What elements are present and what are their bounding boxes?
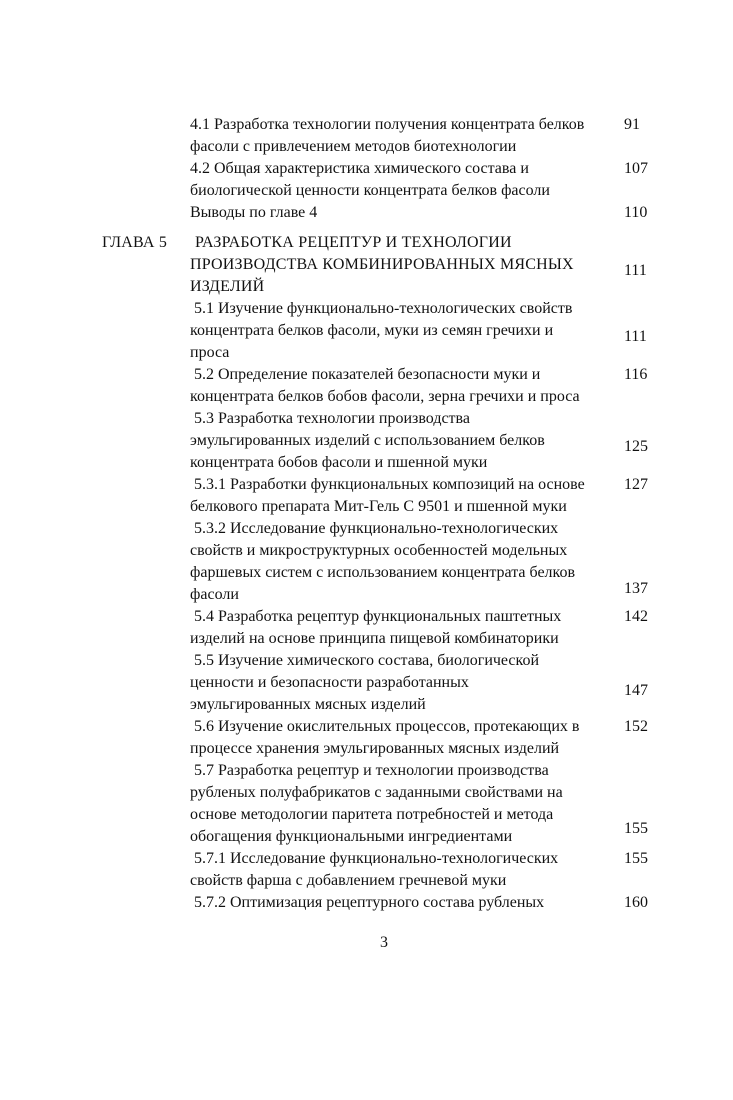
toc-entry-5-5-page: 147 [624, 682, 648, 699]
toc-entry-5-2-page: 116 [624, 366, 648, 383]
page-number: 3 [380, 934, 388, 951]
toc-entry-4-2-line-2: биологической ценности концентрата белков фасоли [190, 182, 550, 199]
toc-entry-conclusions-4-page: 110 [624, 204, 648, 221]
toc-entry-5-6-line-1: 5.6 Изучение окислительных процессов, протекающих в [194, 718, 580, 735]
toc-entry-5-2-line-1: 5.2 Определение показателей безопасности муки и [194, 366, 541, 383]
toc-entry-5-7-line-4: обогащения функциональными ингредиентами [190, 828, 513, 845]
toc-entry-5-5-line-2: ценности и безопасности разработанных [190, 674, 469, 691]
toc-entry-5-3-line-2: эмульгированных изделий с использованием белков [190, 432, 545, 449]
chapter-5-page: 111 [624, 262, 647, 279]
toc-entry-5-7-1-page: 155 [624, 850, 648, 867]
toc-entry-5-7-line-3: основе методологии паритета потребностей и метода [190, 806, 554, 823]
toc-entry-5-3-1-line-2: белкового препарата Мит-Гель С 9501 и пшенной муки [190, 498, 567, 515]
toc-entry-5-1-page: 111 [624, 328, 647, 345]
toc-entry-5-5-line-1: 5.5 Изучение химического состава, биологической [194, 652, 540, 669]
chapter-5-title-line-3: ИЗДЕЛИЙ [190, 278, 265, 295]
toc-entry-5-7-1-line-1: 5.7.1 Исследование функционально-технологических [194, 850, 559, 867]
toc-entry-5-2-line-2: концентрата белков бобов фасоли, зерна гречихи и проса [190, 388, 580, 405]
toc-entry-4-2-line-1: 4.2 Общая характеристика химического состава и [190, 160, 529, 177]
toc-entry-conclusions-4: Выводы по главе 4 [190, 204, 318, 221]
toc-entry-5-7-2-page: 160 [624, 894, 648, 911]
toc-entry-5-1-line-1: 5.1 Изучение функционально-технологических свойств [194, 300, 573, 317]
toc-entry-5-3-2-line-2: свойств и микроструктурных особенностей модельных [190, 542, 568, 559]
toc-entry-5-7-line-1: 5.7 Разработка рецептур и технологии производства [194, 762, 549, 779]
chapter-5-label: ГЛАВА 5 [102, 234, 168, 251]
toc-entry-4-1-line-2: фасоли с привлечением методов биотехнологии [190, 138, 517, 155]
toc-entry-5-1-line-3: проса [190, 344, 230, 361]
toc-entry-5-1-line-2: концентрата белков фасоли, муки из семян гречихи и [190, 322, 554, 339]
toc-entry-5-7-1-line-2: свойств фарша с добавлением гречневой муки [190, 872, 507, 889]
toc-entry-5-4-page: 142 [624, 608, 648, 625]
chapter-5-title-line-2: ПРОИЗВОДСТВА КОМБИНИРОВАННЫХ МЯСНЫХ [190, 256, 574, 273]
toc-entry-5-4-line-2: изделий на основе принципа пищевой комбинаторики [190, 630, 559, 647]
toc-entry-5-3-page: 125 [624, 438, 648, 455]
toc-entry-5-6-page: 152 [624, 718, 648, 735]
toc-entry-5-7-page: 155 [624, 820, 648, 837]
chapter-5-title-line-1: РАЗРАБОТКА РЕЦЕПТУР И ТЕХНОЛОГИИ [195, 234, 512, 251]
toc-entry-5-3-2-page: 137 [624, 580, 648, 597]
toc-entry-5-3-2-line-3: фаршевых систем с использованием концентрата белков [190, 564, 576, 581]
toc-entry-4-2-page: 107 [624, 160, 648, 177]
toc-entry-5-3-2-line-1: 5.3.2 Исследование функционально-технологических [194, 520, 559, 537]
toc-entry-5-7-2-line-1: 5.7.2 Оптимизация рецептурного состава рубленых [194, 894, 545, 911]
toc-entry-5-3-2-line-4: фасоли [190, 586, 239, 603]
toc-entry-5-5-line-3: эмульгированных мясных изделий [190, 696, 426, 713]
toc-entry-5-6-line-2: процессе хранения эмульгированных мясных изделий [190, 740, 560, 757]
toc-entry-5-3-1-page: 127 [624, 476, 648, 493]
toc-entry-4-1-page: 91 [624, 116, 640, 133]
toc-entry-5-3-1-line-1: 5.3.1 Разработки функциональных композиций на основе [194, 476, 585, 493]
toc-entry-5-3-line-3: концентрата бобов фасоли и пшенной муки [190, 454, 488, 471]
toc-entry-5-4-line-1: 5.4 Разработка рецептур функциональных паштетных [194, 608, 562, 625]
toc-entry-5-7-line-2: рубленых полуфабрикатов с заданными свойствами на [190, 784, 563, 801]
toc-entry-4-1-line-1: 4.1 Разработка технологии получения концентрата белков [190, 116, 585, 133]
toc-entry-5-3-line-1: 5.3 Разработка технологии производства [194, 410, 470, 427]
